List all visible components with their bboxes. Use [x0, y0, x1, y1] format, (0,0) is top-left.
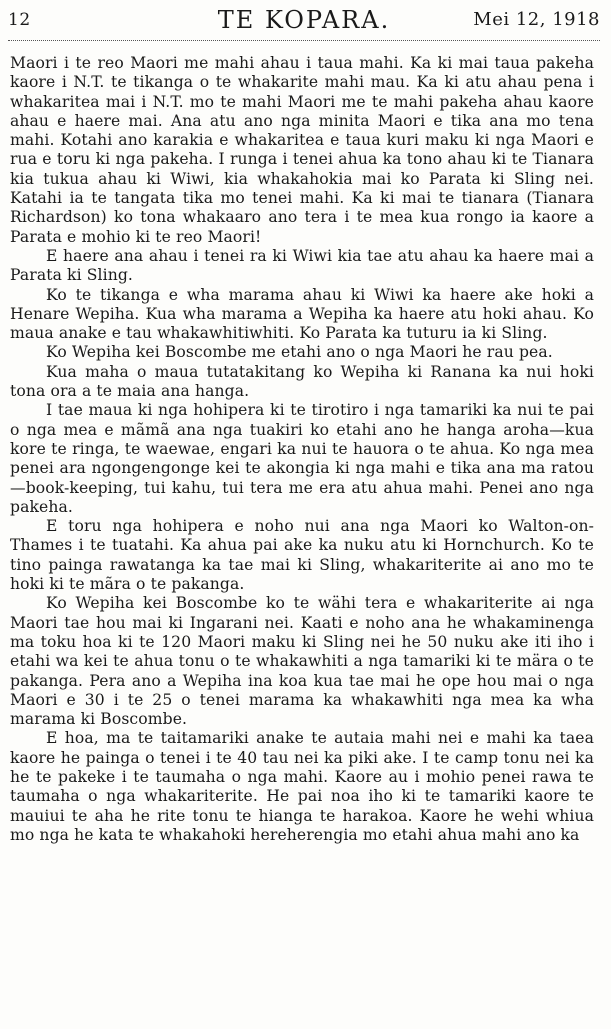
page-header — [8, 6, 600, 36]
article-paragraph: Kua maha o maua tutatakitang ko Wepiha ki Ranana ka nui hoki tona ora a te maia ana hanga. — [10, 362, 594, 401]
article-body — [10, 54, 594, 845]
issue-date: Mei 12, 1918 — [473, 9, 600, 30]
article-paragraph: Ko te tikanga e wha marama ahau ki Wiwi ka haere ake hoki a Henare Wepiha. Kua wha marama a Wepiha ka haere atu hoki ahau. Ko maua anake e tau whakawhitiwhiti. Ko Parata ka tuturu ia ki Sling. — [10, 285, 594, 343]
article-paragraph: E hoa, ma te taitamariki anake te autaia mahi nei e mahi ka taea kaore he painga o tenei i te 40 tau nei ka piki ake. I te camp tonu nei ka he te pakeke i te taumaha o nga mahi. Kaore au i mohio penei rawa te taumaha o nga whakariterite. He pai noa iho ki te tamariki kaore te mauiui te aha he rite tonu te hianga te harakoa. Kaore he wehi whiua mo nga he kata te whakahoki hereherengia mo etahi ahua mahi ano ka — [10, 729, 594, 844]
article-paragraph: E haere ana ahau i tenei ra ki Wiwi kia tae atu ahau ka haere mai a Parata ki Sling. — [10, 246, 594, 285]
article-paragraph: E toru nga hohipera e noho nui ana nga Maori ko Walton-on-Thames i te tuatahi. Ka ahua pai ake ka nuku atu ki Hornchurch. Ko te tino painga rawatanga ka tae mai ki Sling, whakariterite ai ano mo te hoki ki te mãra o te pakanga. — [10, 517, 594, 594]
page-number: 12 — [8, 10, 31, 30]
masthead-title: TE KOPARA. — [217, 6, 391, 34]
article-paragraph: I tae maua ki nga hohipera ki te tirotiro i nga tamariki ka nui te pai o nga mea e mãmã ana nga tuakiri ko etahi ano he hanga aroha—kua kore te ringa, te waewae, engari ka nui te hauora o te ahua. Ko nga mea penei ara ngongengonge kei te akongia ki nga mahi e tika ana ma ratou—book-keeping, tui kahu, tui tera me era atu ahua mahi. Penei ano nga pakeha. — [10, 401, 594, 516]
article-paragraph: Maori i te reo Maori me mahi ahau i taua mahi. Ka ki mai taua pakeha kaore i N.T. te tikanga o te whakarite mahi mau. Ka ki atu ahau pena i whakaritea mai i N.T. mo te mahi Maori me te mahi pakeha ahau kaore ahau e haere mai. Ana atu ano nga minita Maori e tika ana mo tena mahi. Kotahi ano karakia e whakaritea e taua kuri maku ki nga Maori e rua e toru ki nga pakeha. I runga i tenei ahua ka tono ahau ki te Tianara kia tukua ahau ki Wiwi, kia whakahokia mai ko Parata ki Sling nei. Katahi ia te tangata tika mo tenei mahi. Ka ki mai te tianara (Tianara Richardson) ko tona whakaaro ano tera i te mea kua rongo ia kaore a Parata e mohio ki te reo Maori! — [10, 54, 594, 246]
article-paragraph: Ko Wepiha kei Boscombe ko te wähi tera e whakariterite ai nga Maori tae hou mai ki Ingarani nei. Kaati e noho ana he whakaminenga ma toku hoa ki te 120 Maori maku ki Sling nei he 50 nuku ake iti iho i etahi wa kei te ahua tonu o te whakawhiti a nga tamariki ki te mära o te pakanga. Pera ano a Wepiha ina koa kua tae mai he ope hou mai o nga Maori e 30 i te 25 o tenei marama ka whakawhiti nga mea ka wha marama ki Boscombe. — [10, 594, 594, 729]
article-paragraph: Ko Wepiha kei Boscombe me etahi ano o nga Maori he rau pea. — [46, 343, 553, 362]
header-divider — [8, 40, 600, 41]
